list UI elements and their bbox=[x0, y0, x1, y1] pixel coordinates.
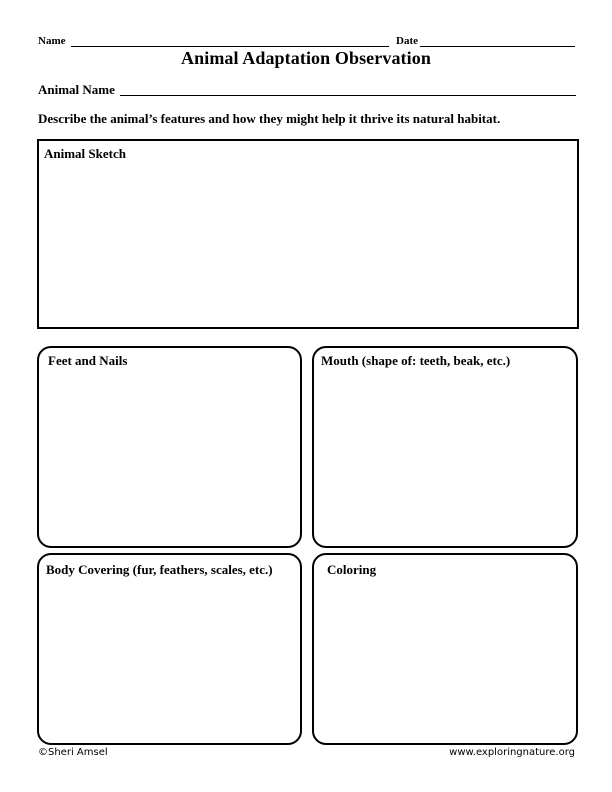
date-label: Date bbox=[396, 35, 418, 47]
body-covering-label: Body Covering (fur, feathers, scales, etc.) bbox=[46, 562, 273, 577]
mouth-label: Mouth (shape of: teeth, beak, etc.) bbox=[321, 353, 511, 368]
page-title: Animal Adaptation Observation bbox=[181, 48, 431, 68]
name-line[interactable] bbox=[71, 46, 389, 47]
instruction-text: Describe the animal’s features and how they might help it thrive its natural habitat. bbox=[38, 111, 501, 126]
website-link[interactable]: www.exploringnature.org bbox=[449, 747, 575, 758]
animal-sketch-box[interactable] bbox=[37, 139, 579, 329]
coloring-box[interactable] bbox=[312, 553, 578, 745]
copyright-text: ©Sheri Amsel bbox=[38, 747, 108, 758]
mouth-box[interactable] bbox=[312, 346, 578, 548]
date-line[interactable] bbox=[420, 46, 575, 47]
coloring-label: Coloring bbox=[327, 562, 377, 577]
body-covering-box[interactable] bbox=[37, 553, 302, 745]
animal-name-line[interactable] bbox=[120, 95, 576, 96]
feet-and-nails-label: Feet and Nails bbox=[48, 353, 128, 368]
animal-name-label: Animal Name bbox=[38, 82, 115, 97]
animal-sketch-label: Animal Sketch bbox=[44, 146, 126, 161]
name-label: Name bbox=[38, 35, 66, 47]
feet-and-nails-box[interactable] bbox=[37, 346, 302, 548]
